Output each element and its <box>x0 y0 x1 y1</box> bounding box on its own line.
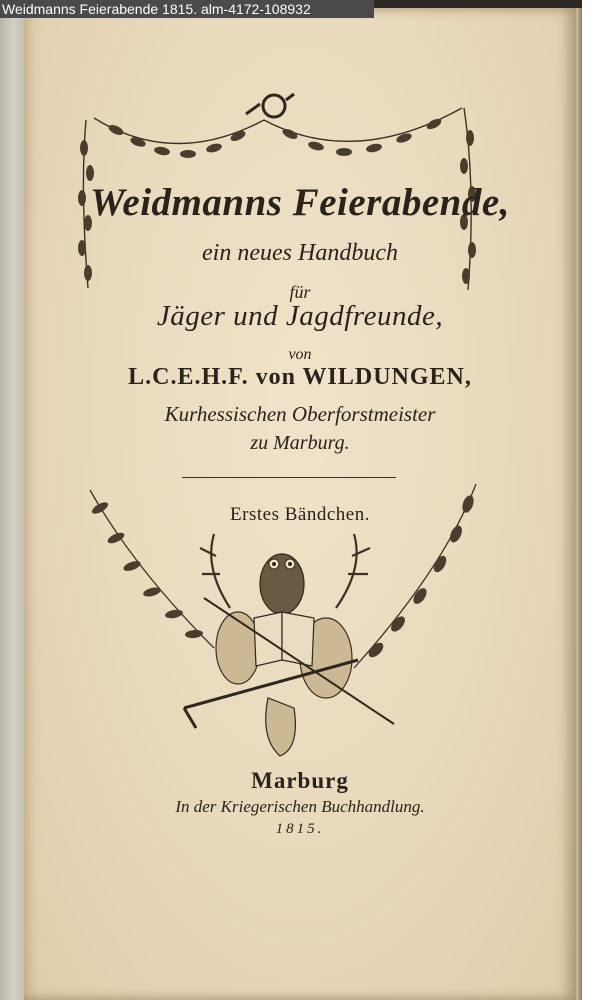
imprint-year: 1815. <box>275 821 325 837</box>
imprint-city: Marburg <box>251 768 349 793</box>
audience-line: Jäger und Jagdfreunde, <box>156 300 444 332</box>
for-word: für <box>289 282 311 302</box>
publisher: In der Kriegerischen Buchhandlung. <box>175 797 425 816</box>
author-office: Kurhessischen Oberforstmeister <box>164 402 436 426</box>
book-spine <box>0 0 24 1000</box>
book-title: Weidmanns Feierabende, <box>90 181 510 224</box>
powder-horn-icon <box>266 698 296 756</box>
author-place: zu Marburg. <box>250 432 350 454</box>
volume-label: Erstes Bändchen. <box>230 504 370 525</box>
book-subtitle: ein neues Handbuch <box>202 240 398 266</box>
open-book-icon <box>254 612 314 666</box>
author-name: L.C.E.H.F. von WILDUNGEN, <box>128 364 472 390</box>
image-caption: Weidmanns Feierabende 1815. alm-4172-108932 <box>0 0 374 18</box>
owl-icon <box>260 554 304 614</box>
title-page <box>24 8 576 1000</box>
page-edge <box>576 8 582 1000</box>
by-word: von <box>288 346 312 363</box>
hunting-trophy-vignette <box>24 8 576 768</box>
